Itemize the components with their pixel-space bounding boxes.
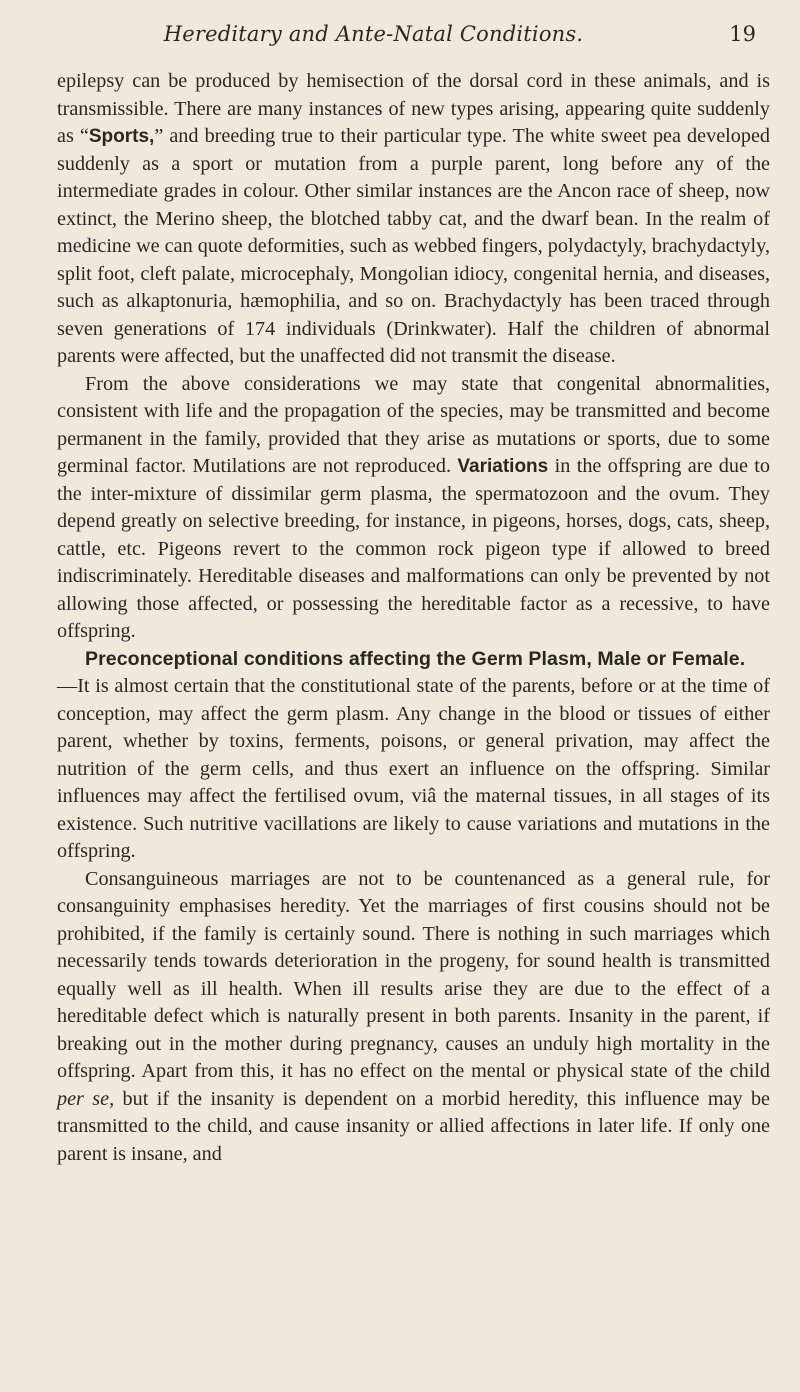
- text-run: in the offspring are due to the inter-mixture of dissimilar germ plasma, the spermatozoon and the ovum. They depend greatly on selective breeding, for instance, in pigeons, horses, dogs, cats, sheep, cattle, etc. Pigeons revert to the common rock pigeon type if allowed to breed indiscriminately. Hereditable diseases and malformations can only be prevented by not allowing those affected, or possessing the hereditable factor as a recessive, to have offspring.: [57, 455, 771, 642]
- paragraph-preconceptional: [57, 646, 770, 866]
- body-text: [57, 68, 770, 1168]
- paragraph-consanguineous: [57, 866, 770, 1169]
- page-number: 19: [729, 22, 756, 46]
- running-title: Hereditary and Ante-Natal Conditions.: [163, 22, 584, 46]
- text-run: epilepsy can be produced by hemisection of the dorsal cord in these animals, and is transmissible. There are many instances of new types arising, appearing quite suddenly as “: [57, 70, 770, 147]
- text-run: but if the insanity is dependent on a morbid heredity, this influence may be transmitted to the child, and cause insanity or allied affections in later life. If only one parent is insane, and: [57, 1087, 771, 1165]
- paragraph-variations: [57, 371, 770, 646]
- text-run: —It is almost certain that the constitutional state of the parents, before or at the time of conception, may affect the germ plasm. Any change in the blood or tissues of either parent, whether by toxins, ferments, poisons, or general privation, may affect the nutrition of the germ cells, and thus exert an influence on the offspring. Similar influences may affect the fertilised ovum, viâ the maternal tissues, in all stages of its existence. Such nutritive vacillations are likely to cause variations and mutations in the offspring.: [57, 675, 770, 862]
- section-heading: Preconceptional conditions affecting the Germ Plasm, Male or Female.: [85, 647, 746, 670]
- text-run: Consanguineous marriages are not to be countenanced as a general rule, for consanguinity emphasises heredity. Yet the marriages of first cousins should not be prohibited, if the family is certainly sound. There is nothing in such marriages which necessarily tends towards deterioration in the progeny, for sound health is transmitted equally well as ill health. When ill results arise they are due to the effect of a hereditable defect which is naturally present in both parents. Insanity in the parent, if breaking out in the mother during pregnancy, causes an unduly high mortality in the offspring. Apart from this, it has no effect on the mental or physical state of the child: [57, 867, 770, 1082]
- italic-term-per-se: per se,: [57, 1087, 115, 1110]
- paragraph-sports: [57, 68, 770, 371]
- text-run: From the above considerations we may state that congenital abnormalities, consistent with life and the propagation of the species, may be transmitted and become permanent in the family, provided that they arise as mutations or sports, due to some germinal factor. Mutilations are not reproduced.: [57, 372, 770, 477]
- page-header: [57, 0, 770, 68]
- bold-term-variations: Variations: [457, 456, 549, 477]
- bold-term-sports: Sports,: [88, 126, 155, 147]
- text-run: ” and breeding true to their particular type. The white sweet pea developed suddenly as a sport or mutation from a purple parent, long before any of the intermediate grades in colour. Other similar instances are the Ancon race of sheep, now extinct, the Merino sheep, the blotched tabby cat, and the dwarf bean. In the realm of medicine we can quote deformities, such as webbed fingers, polydactyly, brachydactyly, split foot, cleft palate, microcephaly, Mongolian idiocy, congenital hernia, and diseases, such as alkaptonuria, hæmophilia, and so on. Brachydactyly has been traced through seven generations of 174 individuals (Drinkwater). Half the children of abnormal parents were affected, but the unaffected did not transmit the disease.: [57, 125, 771, 367]
